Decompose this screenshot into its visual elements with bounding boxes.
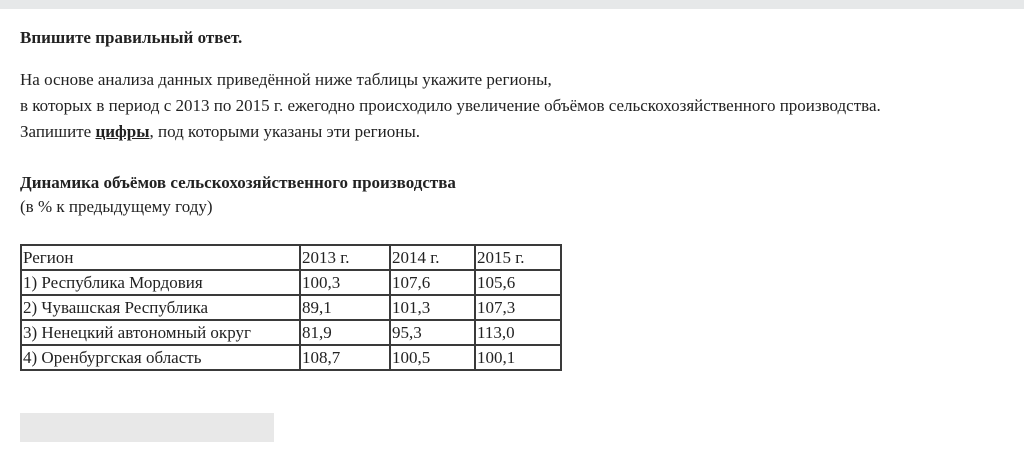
table-row [21,295,561,320]
task-content [20,27,994,371]
value-cell: 107,3 [475,295,561,320]
value-cell: 95,3 [390,320,475,345]
top-bar [0,0,1024,9]
value-cell: 113,0 [475,320,561,345]
region-cell: 4) Оренбургская область [21,345,300,370]
question-line-3-suffix: , под которыми указаны эти регионы. [149,122,420,141]
table-row [21,345,561,370]
value-cell: 108,7 [300,345,390,370]
header-cell-2013: 2013 г. [300,245,390,270]
table-header-row [21,245,561,270]
value-cell: 107,6 [390,270,475,295]
region-cell: 2) Чувашская Республика [21,295,300,320]
header-cell-2014: 2014 г. [390,245,475,270]
answer-input[interactable] [20,413,274,442]
table-row [21,270,561,295]
table-row [21,320,561,345]
value-cell: 81,9 [300,320,390,345]
value-cell: 100,1 [475,345,561,370]
value-cell: 100,3 [300,270,390,295]
question-line-3-prefix: Запишите [20,122,96,141]
region-cell: 3) Ненецкий автономный округ [21,320,300,345]
table-subtitle: (в % к предыдущему году) [20,197,213,216]
header-cell-2015: 2015 г. [475,245,561,270]
table-title: Динамика объёмов сельскохозяйственного производства [20,173,456,192]
question-text [20,67,994,145]
question-emphasis: цифры [95,122,150,141]
instruction-text: Впишите правильный ответ. [20,28,243,47]
question-line-1: На основе анализа данных приведённой ниже таблицы укажите регионы, [20,70,552,89]
value-cell: 105,6 [475,270,561,295]
region-cell: 1) Республика Мордовия [21,270,300,295]
value-cell: 89,1 [300,295,390,320]
question-line-2: в которых в период с 2013 по 2015 г. ежегодно происходило увеличение объёмов сельскохозяйственного производства. [20,96,881,115]
data-table [20,244,562,371]
value-cell: 101,3 [390,295,475,320]
header-cell-region: Регион [21,245,300,270]
value-cell: 100,5 [390,345,475,370]
